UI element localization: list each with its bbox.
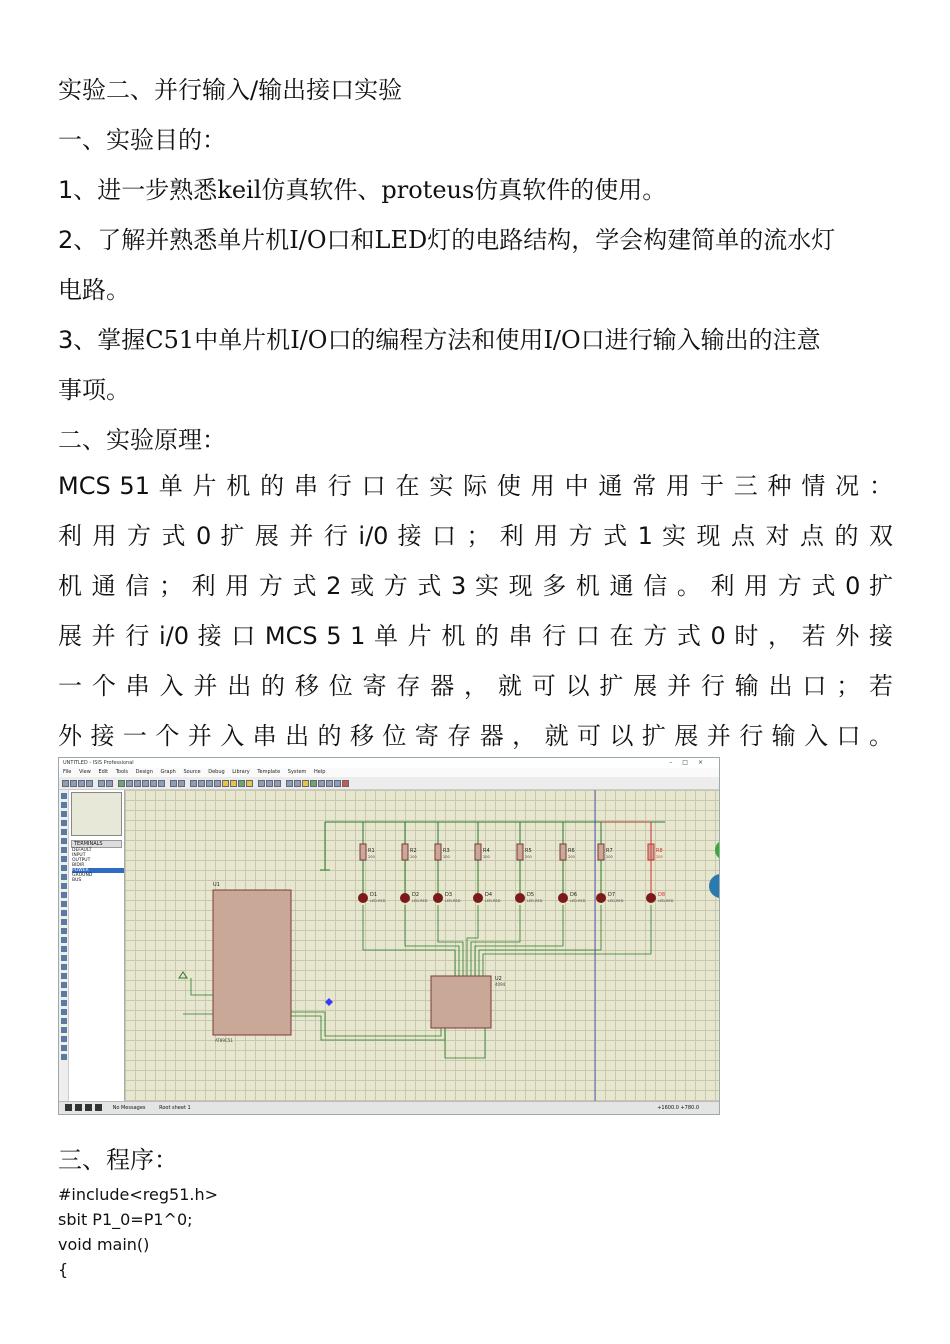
led-label: D3: [445, 892, 453, 898]
isis-window-title: UNTITLED - ISIS Professional: [63, 760, 134, 766]
resistor-label: R7: [606, 848, 613, 854]
objective-3-prefix: 3、掌握: [58, 326, 146, 354]
led: [558, 893, 568, 903]
status-sheet: Root sheet 1: [159, 1105, 191, 1111]
led-part: LED-RED: [527, 899, 543, 903]
pause-icon: [85, 1104, 92, 1111]
code-line: #include<reg51.h>: [58, 1185, 218, 1204]
menu-system: System: [287, 769, 307, 775]
terminal-item: GROUND: [72, 873, 93, 878]
objective-2: [58, 225, 835, 255]
isis-object-panel: [69, 790, 125, 1102]
resistor-label: R4: [483, 848, 490, 854]
terminals-header: TERMINALS: [71, 840, 122, 848]
ic-part: 4094: [495, 982, 506, 987]
terminals-list: [69, 848, 124, 883]
terminal-item: INPUT: [72, 853, 86, 858]
menu-debug: Debug: [208, 769, 225, 775]
objective-2-mid: 口和: [326, 226, 375, 254]
code-line: sbit P1_0=P1^0;: [58, 1210, 193, 1229]
objective-3-mid2: 口的编程方法和使用: [327, 326, 544, 354]
principle-line-3: 机 通 信 ； 利 用 方 式 2 或 方 式 3 实 现 多 机 通 信 。 利 用 方 式 0 扩: [58, 572, 893, 600]
led: [433, 893, 443, 903]
isis-screenshot: [58, 757, 720, 1115]
led-label: D8: [658, 892, 666, 898]
resistor-label: R2: [410, 848, 417, 854]
code-line: {: [58, 1260, 69, 1279]
led-part: LED-RED: [412, 899, 428, 903]
isis-titlebar: [59, 758, 719, 768]
principle-line-1: MCS 51 单 片 机 的 串 行 口 在 实 际 使 用 中 通 常 用 于 三 种 情 况 ：: [58, 472, 893, 500]
objective-2-prefix: 2、了解并熟悉单片机: [58, 226, 290, 254]
resistor: [402, 844, 408, 860]
section1-heading: 一、实验目的：: [58, 126, 226, 154]
status-coords: +1600.0 +780.0: [657, 1105, 699, 1111]
objective-1-mid: 仿真软件、: [261, 176, 382, 204]
mcu-part: AT89C51: [215, 1038, 233, 1043]
terminal-item: OUTPUT: [72, 858, 91, 863]
c51-term: C51: [145, 326, 195, 354]
led-label: D4: [485, 892, 493, 898]
principle-line-4: 展 并 行 i/0 接 口 MCS 5 1 单 片 机 的 串 行 口 在 方 式 0 时 ， 若 外 接: [58, 622, 893, 650]
resistor: [360, 844, 366, 860]
overview-preview: [71, 792, 122, 836]
principle-line-6: 外 接 一 个 并 入 串 出 的 移 位 寄 存 器 ， 就 可 以 扩 展 并 行 输 入 口 。: [58, 722, 893, 750]
led-label: D1: [370, 892, 378, 898]
status-messages: No Messages: [112, 1105, 146, 1111]
isis-toolbar: [59, 777, 719, 790]
menu-edit: Edit: [98, 769, 109, 775]
terminal-item: BUS: [72, 878, 82, 883]
led: [473, 893, 483, 903]
led-label: D5: [527, 892, 535, 898]
objective-2-suffix: 灯的电路结构，学会构建简单的流水灯: [427, 226, 836, 254]
objective-1: [58, 175, 666, 205]
led-part: LED-RED: [370, 899, 386, 903]
led-part: LED-RED: [608, 899, 624, 903]
ic-ref: U2: [495, 976, 502, 982]
resistor-label: R3: [443, 848, 450, 854]
menu-design: Design: [135, 769, 153, 775]
resistor: [435, 844, 441, 860]
menu-tools: Tools: [115, 769, 129, 775]
schematic-drawing: [125, 790, 720, 1102]
led-label: D6: [570, 892, 578, 898]
led-part: LED-RED: [485, 899, 501, 903]
principle-line-5: 一 个 串 入 并 出 的 移 位 寄 存 器 ， 就 可 以 扩 展 并 行 输 出 口 ； 若: [58, 672, 893, 700]
section3-heading: 三、程序：: [58, 1146, 178, 1174]
objective-2-continued: 电路。: [58, 276, 130, 304]
section2-heading: 二、实验原理：: [58, 426, 226, 454]
led: [515, 893, 525, 903]
resistor-label: R8: [656, 848, 663, 854]
objective-3: [58, 325, 821, 355]
led-part: LED-RED: [658, 899, 674, 903]
schematic-canvas: [125, 790, 720, 1102]
resistor-value: 200: [368, 855, 375, 859]
led-label: D2: [412, 892, 420, 898]
objective-1-prefix: 1、进一步熟悉: [58, 176, 218, 204]
led: [358, 893, 368, 903]
stop-icon: [95, 1104, 102, 1111]
proteus-term: proteus: [381, 176, 475, 204]
mcu-ref: U1: [213, 882, 220, 888]
isis-left-toolbar: [59, 790, 69, 1102]
menu-file: File: [63, 769, 72, 775]
resistor-value: 200: [410, 855, 417, 859]
menu-template: Template: [257, 769, 281, 775]
io-term: I/O: [289, 226, 327, 254]
menu-view: View: [78, 769, 91, 775]
resistor-label: R1: [368, 848, 375, 854]
terminal-item: DEFAULT: [72, 848, 92, 853]
resistor: [517, 844, 523, 860]
resistor-label: R5: [525, 848, 532, 854]
resistor-value: 200: [443, 855, 450, 859]
page-title: 实验二、并行输入/输出接口实验: [58, 76, 403, 104]
menu-library: Library: [232, 769, 250, 775]
io-term: I/O: [290, 326, 328, 354]
resistor: [475, 844, 481, 860]
objective-3-continued: 事项。: [58, 376, 130, 404]
resistor-value: 200: [656, 855, 663, 859]
step-icon: [75, 1104, 82, 1111]
resistor: [560, 844, 566, 860]
window-controls-icon: –□×: [669, 759, 713, 766]
terminal-item-selected: POWER: [72, 868, 124, 873]
objective-3-suffix: 口进行输入输出的注意: [580, 326, 821, 354]
resistor-value: 200: [483, 855, 490, 859]
play-icon: [65, 1104, 72, 1111]
isis-menubar: [59, 768, 719, 777]
resistor-value: 200: [568, 855, 575, 859]
principle-line-2: 利 用 方 式 0 扩 展 并 行 i/0 接 口 ； 利 用 方 式 1 实 现 点 对 点 的 双: [58, 522, 893, 550]
resistor-value: 200: [606, 855, 613, 859]
led-part: LED-RED: [570, 899, 586, 903]
led: [400, 893, 410, 903]
led-label: D7: [608, 892, 616, 898]
menu-help: Help: [314, 769, 326, 775]
isis-statusbar: [59, 1101, 719, 1114]
menu-graph: Graph: [160, 769, 176, 775]
resistor-value: 200: [525, 855, 532, 859]
resistor-label: R6: [568, 848, 575, 854]
led: [596, 893, 606, 903]
code-line: void main(): [58, 1235, 150, 1254]
keil-term: keil: [217, 176, 262, 204]
led: [646, 893, 656, 903]
menu-source: Source: [183, 769, 201, 775]
led-part: LED-RED: [445, 899, 461, 903]
io-term: I/O: [543, 326, 581, 354]
terminal-item: BIDIR: [72, 863, 85, 868]
led-term: LED: [374, 226, 428, 254]
resistor-led-group: [358, 822, 674, 903]
objective-3-mid: 中单片机: [194, 326, 291, 354]
objective-1-suffix: 仿真软件的使用。: [474, 176, 667, 204]
resistor: [598, 844, 604, 860]
